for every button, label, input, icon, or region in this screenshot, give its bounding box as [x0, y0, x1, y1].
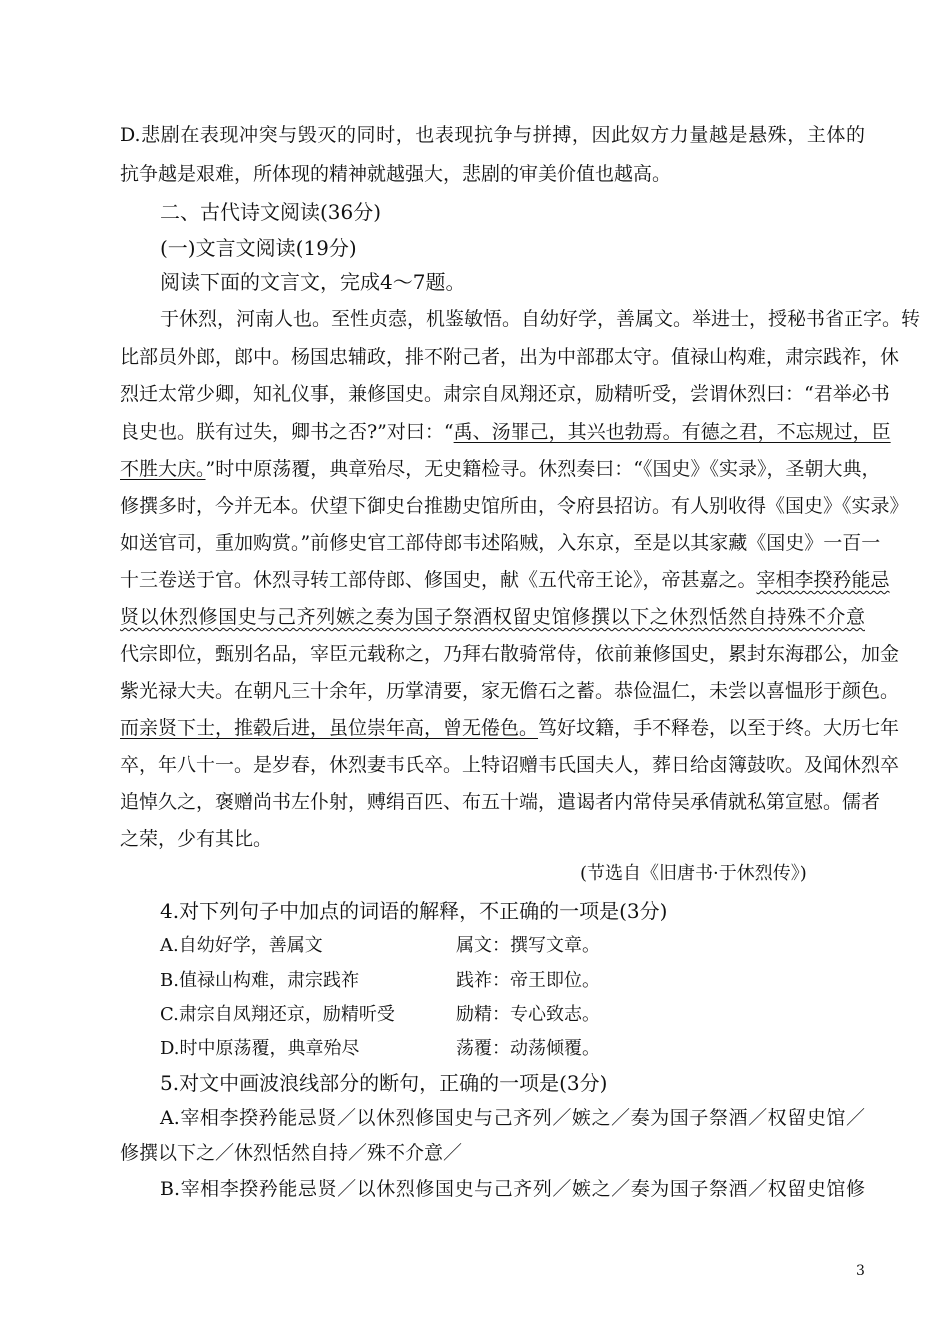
- passage-line-14: 追悼久之，褒赠尚书左仆射，赙绢百匹、布五十端，遣谒者内常侍吴承倩就私第宣慰。儒者: [120, 791, 881, 813]
- passage-line-9: [120, 605, 865, 629]
- subsection-heading: (一)文言文阅读(19分): [160, 236, 357, 260]
- passage-line-2: 比部员外郎，郎中。杨国忠辅政，排不附己者，出为中部郡太守。值禄山构难，肃宗践祚，休: [120, 346, 900, 368]
- question-4-option-c-explanation: 励精：专心致志。: [456, 1004, 600, 1025]
- passage-line-8-text: 十三卷送于官。休烈寻转工部侍郎、修国史，献《五代帝王论》，帝甚嘉之。: [120, 569, 757, 591]
- text-line-2: 抗争越是艰难，所体现的精神就越强大，悲剧的审美价值也越高。: [120, 163, 672, 185]
- underlined-sentence-part-1: 禹、汤罪己，其兴也勃焉。有德之君，不忘规过，臣: [453, 421, 891, 443]
- question-4-option-a-explanation: 属文：撰写文章。: [456, 935, 600, 956]
- underlined-sentence-2: 而亲贤下士，推毂后进，虽位崇年高，曾无倦色。: [120, 717, 539, 739]
- passage-line-3: 烈迁太常少卿，知礼仪事，兼修国史。肃宗自凤翔还京，励精听受，尝谓休烈曰：“君举必书: [120, 383, 890, 405]
- passage-line-12: [120, 716, 900, 740]
- question-4-option-b: B.值禄山构难，肃宗践祚: [160, 970, 359, 991]
- text-line-1: D.悲剧在表现冲突与毁灭的同时，也表现抗争与拼搏，因此奴方力量越是悬殊，主体的: [120, 124, 865, 146]
- passage-line-13: 卒，年八十一。是岁春，休烈妻韦氏卒。上特诏赠韦氏国夫人，葬日给卤簿鼓吹。及闻休烈卒: [120, 754, 900, 776]
- passage-line-7: 如送官司，重加购赏。”前修史官工部侍郎韦述陷贼，入东京，至是以其家藏《国史》一百一: [120, 532, 881, 554]
- question-5-option-a-line-1: A.宰相李揆矜能忌贤／以休烈修国史与己齐列／嫉之／奏为国子祭酒／权留史馆／: [160, 1107, 865, 1129]
- passage-line-6: 修撰多时，今并无本。伏望下御史台推勘史馆所由，令府县招访。有人别收得《国史》《实录》: [120, 495, 909, 517]
- passage-line-8: [120, 568, 890, 592]
- passage-line-5: [120, 457, 881, 481]
- passage-line-1: 于休烈，河南人也。至性贞悫，机鉴敏悟。自幼好学，善属文。举进士，授秘书省正字。转: [160, 308, 921, 330]
- passage-line-4-text: 良史也。朕有过失，卿书之否?”对曰：“: [120, 421, 454, 443]
- question-5-option-b-line-1: B.宰相李揆矜能忌贤／以休烈修国史与己齐列／嫉之／奏为国子祭酒／权留史馆修: [160, 1178, 865, 1200]
- question-4-option-c: C.肃宗自凤翔还京，励精听受: [160, 1004, 395, 1025]
- question-4: 4.对下列句子中加点的词语的解释，不正确的一项是(3分): [160, 899, 668, 923]
- source-citation: (节选自《旧唐书·于休烈传》): [580, 863, 807, 884]
- wavy-sentence-part-1: 宰相李揆矜能忌: [756, 569, 890, 591]
- underlined-sentence-part-2: 不胜大庆。: [120, 458, 206, 480]
- passage-line-11: 紫光禄大夫。在朝凡三十余年，历掌清要，家无儋石之蓄。恭俭温仁，未尝以喜愠形于颜色。: [120, 680, 900, 702]
- passage-line-10: 代宗即位，甄别名品，宰臣元载称之，乃拜右散骑常侍，依前兼修国史，累封东海郡公，加金: [120, 643, 900, 665]
- question-5: 5.对文中画波浪线部分的断句，正确的一项是(3分): [160, 1071, 608, 1095]
- passage-line-15: 之荣，少有其比。: [120, 828, 273, 850]
- passage-line-4: [120, 420, 891, 444]
- section-heading: 二、古代诗文阅读(36分): [160, 200, 382, 224]
- question-4-option-b-explanation: 践祚：帝王即位。: [456, 970, 600, 991]
- question-4-option-d: D.时中原荡覆，典章殆尽: [160, 1038, 360, 1059]
- passage-line-12-text: 笃好坟籍，手不释卷，以至于终。大历七年: [538, 717, 900, 739]
- instruction-line: 阅读下面的文言文，完成4～7题。: [160, 270, 466, 294]
- question-4-option-a: A.自幼好学，善属文: [160, 935, 323, 956]
- passage-line-5-text: ”时中原荡覆，典章殆尽，无史籍检寻。休烈奏曰：“《国史》《实录》，圣朝大典，: [205, 458, 881, 480]
- wavy-sentence-part-2: 贤以休烈修国史与己齐列嫉之奏为国子祭酒权留史馆修撰以下之休烈恬然自持殊不介意: [120, 606, 865, 628]
- question-5-option-a-line-2: 修撰以下之／休烈恬然自持／殊不介意／: [120, 1142, 463, 1164]
- page-number: 3: [856, 1263, 865, 1279]
- question-4-option-d-explanation: 荡覆：动荡倾覆。: [456, 1038, 600, 1059]
